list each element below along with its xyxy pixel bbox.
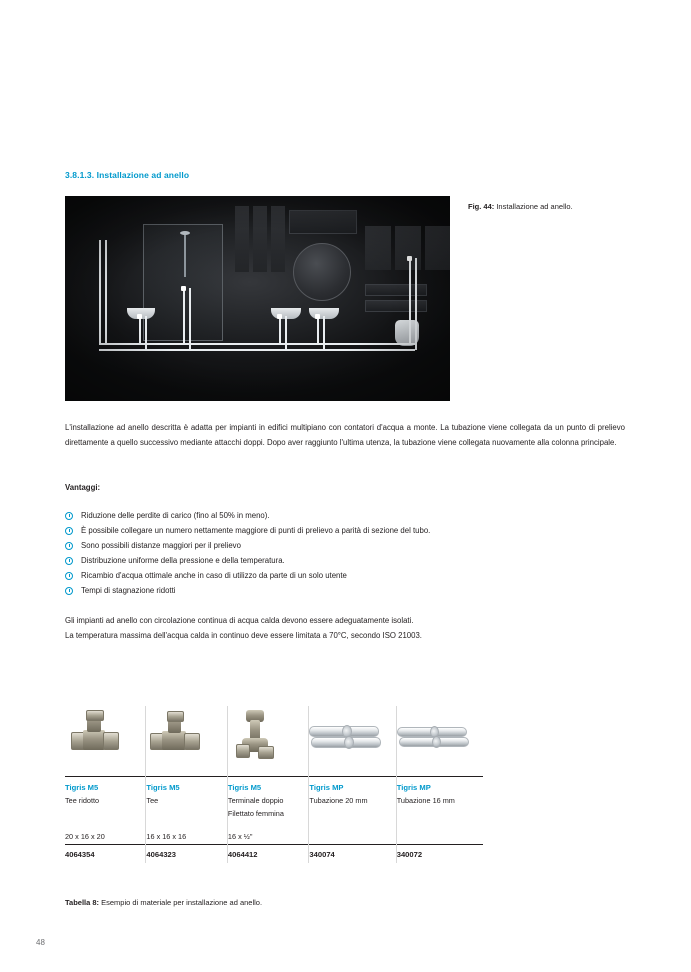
product-code: 340072	[396, 845, 483, 864]
product-table	[65, 706, 483, 863]
figure-ring-installation	[65, 196, 450, 401]
press-fitting-double-wall-plate-icon	[228, 706, 290, 768]
list-item	[65, 553, 625, 568]
product-description-cell	[65, 794, 146, 830]
product-description-cell	[146, 794, 228, 830]
table-row-code	[65, 845, 483, 864]
product-description: Tee ridotto	[65, 796, 100, 805]
check-circle-icon	[65, 512, 73, 520]
product-brand: Tigris M5	[65, 777, 146, 795]
product-description-cell	[396, 794, 483, 830]
product-dimension: 16 x ½"	[227, 830, 309, 845]
figure-vignette	[65, 196, 450, 401]
table-row-images	[65, 706, 483, 777]
multilayer-pipe-16-icon	[397, 706, 471, 768]
product-code: 340074	[309, 845, 396, 864]
list-item	[65, 583, 625, 598]
product-dimension	[309, 830, 396, 845]
product-code: 4064354	[65, 845, 146, 864]
list-item-label: È possibile collegare un numero nettamente maggiore di punti di prelievo a parità di sezione del tubo.	[81, 526, 431, 535]
figure-caption-text: Installazione ad anello.	[494, 202, 573, 211]
intro-paragraph: L'installazione ad anello descritta è adatta per impianti in edifici multipiano con contatori d'acqua a monte. La tubazione viene collegata da un punto di prelievo direttamente a quello successivo mediante attacchi doppi. Dopo aver raggiunto l'ultima utenza, la tubazione viene collegata nuovamente alla colonna principale.	[65, 423, 625, 447]
product-code: 4064323	[146, 845, 228, 864]
list-item-label: Tempi di stagnazione ridotti	[81, 586, 176, 595]
list-item-label: Ricambio d'acqua ottimale anche in caso di utilizzo da parte di un solo utente	[81, 571, 347, 580]
closing-paragraph	[65, 614, 625, 643]
product-description: Tee	[146, 796, 159, 805]
closing-line-2: La temperatura massima dell'acqua calda in continuo deve essere limitata a 70°C, secondo ISO 21003.	[65, 630, 422, 640]
product-image-cell	[146, 706, 228, 777]
product-dimension: 20 x 16 x 20	[65, 830, 146, 845]
product-brand: Tigris M5	[146, 777, 228, 795]
product-description: Tubazione 16 mm	[396, 796, 455, 805]
page-number: 48	[36, 938, 45, 947]
section-heading: 3.8.1.3. Installazione ad anello	[65, 170, 190, 180]
check-circle-icon	[65, 587, 73, 595]
product-image-cell	[309, 706, 396, 777]
product-dimension	[396, 830, 483, 845]
product-description-cell	[309, 794, 396, 830]
table-row-description	[65, 794, 483, 830]
product-description-2: Filettato femmina	[227, 809, 284, 818]
list-item	[65, 523, 625, 538]
closing-line-1: Gli impianti ad anello con circolazione continua di acqua calda devono essere adeguatamente isolati.	[65, 616, 414, 625]
product-image-cell	[396, 706, 483, 777]
product-image-cell	[65, 706, 146, 777]
product-image-cell	[227, 706, 309, 777]
check-circle-icon	[65, 572, 73, 580]
product-code: 4064412	[227, 845, 309, 864]
table-caption-label: Tabella 8:	[65, 898, 100, 907]
product-brand: Tigris MP	[309, 777, 396, 795]
table-row-brand	[65, 777, 483, 795]
list-item-label: Sono possibili distanze maggiori per il prelievo	[81, 541, 241, 550]
product-brand: Tigris MP	[396, 777, 483, 795]
check-circle-icon	[65, 557, 73, 565]
list-item-label: Distribuzione uniforme della pressione e della temperatura.	[81, 556, 285, 565]
advantages-title: Vantaggi:	[65, 483, 101, 492]
check-circle-icon	[65, 527, 73, 535]
list-item	[65, 508, 625, 523]
multilayer-pipe-20-icon	[309, 706, 383, 768]
product-dimension: 16 x 16 x 16	[146, 830, 228, 845]
product-description: Tubazione 20 mm	[309, 796, 368, 805]
table-caption	[65, 898, 262, 907]
list-item	[65, 568, 625, 583]
figure-caption	[468, 201, 628, 212]
table-caption-text: Esempio di materiale per installazione ad anello.	[99, 898, 263, 907]
product-description: Terminale doppio	[227, 796, 284, 805]
product-description-cell	[227, 794, 309, 830]
list-item	[65, 538, 625, 553]
product-brand: Tigris M5	[227, 777, 309, 795]
list-item-label: Riduzione delle perdite di carico (fino al 50% in meno).	[81, 511, 270, 520]
check-circle-icon	[65, 542, 73, 550]
press-fitting-reduced-tee-icon	[65, 706, 127, 768]
figure-caption-label: Fig. 44:	[468, 202, 495, 211]
press-fitting-tee-icon	[146, 706, 208, 768]
figure-scene	[65, 196, 450, 401]
table-row-dimension	[65, 830, 483, 845]
advantages-list	[65, 508, 625, 598]
